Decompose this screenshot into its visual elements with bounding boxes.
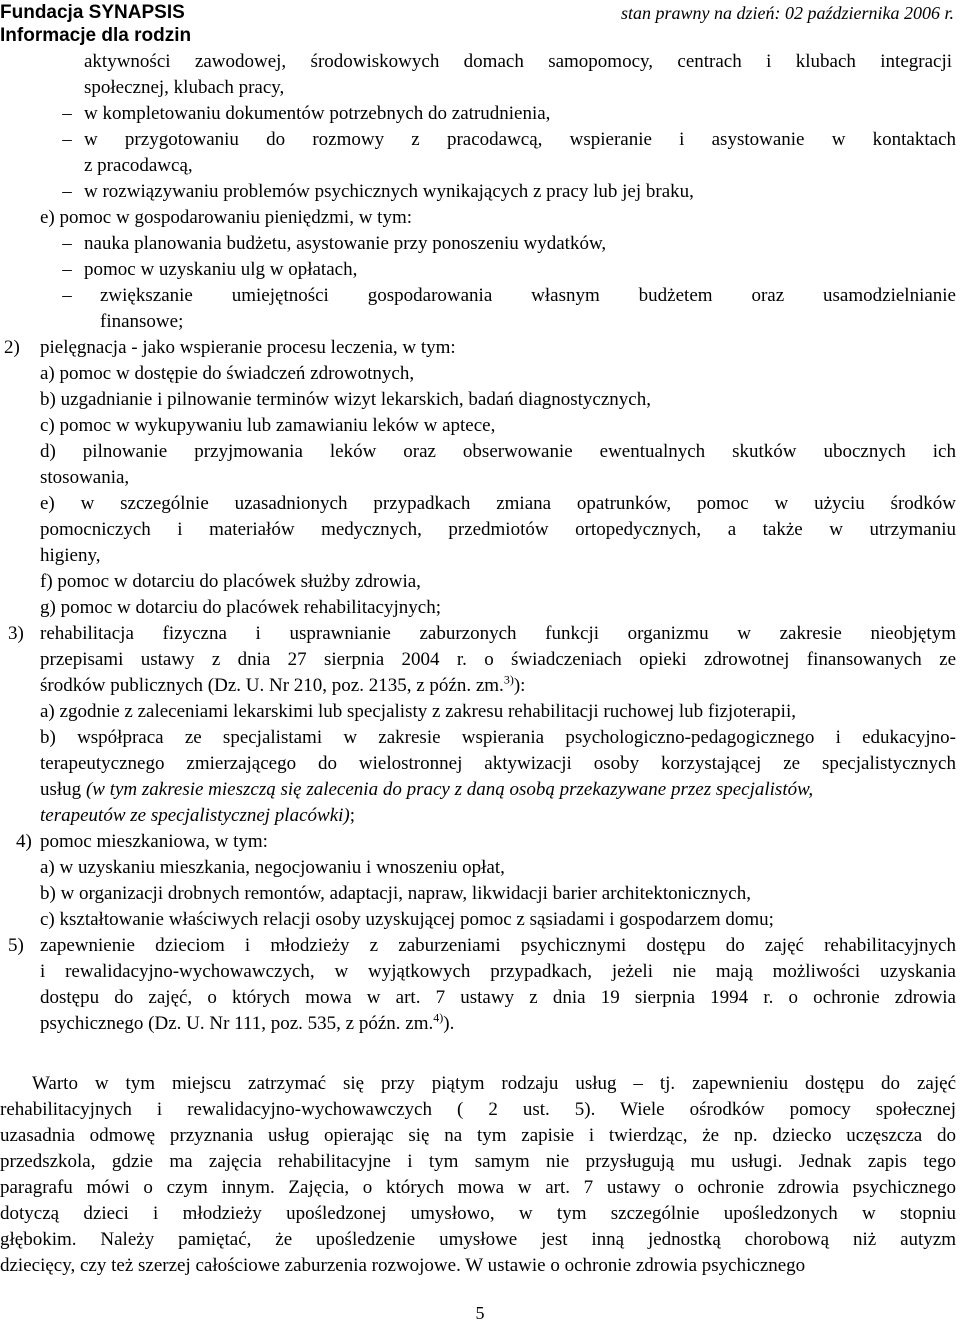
list-item: e) w szczególnie uzasadnionych przypadkach zmiana opatrunków, pomoc w użyciu środków [40, 493, 956, 514]
text-line: stosowania, [40, 467, 130, 488]
list-item: a) w uzyskaniu mieszkania, negocjowaniu i wnoszeniu opłat, [40, 857, 505, 878]
paragraph-line: Warto w tym miejscu zatrzymać się przy piątym rodzaju usług – tj. zapewnieniu dostępu do zajęć [32, 1073, 956, 1094]
page-header [0, 0, 960, 48]
footnote-ref: 3) [503, 672, 514, 687]
text-line: usług (w tym zakresie mieszczą się zalecenia do pracy z daną osobą przekazywane przez specjalistów, [40, 779, 814, 800]
dash-bullet: – [62, 233, 72, 254]
list-item: g) pomoc w dotarciu do placówek rehabilitacyjnych; [40, 597, 441, 618]
organization-name: Fundacja SYNAPSIS [0, 2, 185, 23]
text-line: pomocniczych i materiałów medycznych, przedmiotów ortopedycznych, a także w utrzymaniu [40, 519, 956, 540]
legal-status-date: stan prawny na dzień: 02 października 2006 r. [621, 3, 954, 23]
numbered-item-4: 4) pomoc mieszkaniowa, w tym: [16, 831, 268, 852]
list-item: f) pomoc w dotarciu do placówek służby zdrowia, [40, 571, 421, 592]
text-line: przepisami ustawy z dnia 27 sierpnia 2004 r. o świadczeniach opieki zdrowotnej finansowanych ze [40, 649, 956, 670]
text-line: terapeutycznego zmierzającego do wielostronnej aktywizacji osoby korzystającej ze specjalistycznych [40, 753, 956, 774]
text-line: higieny, [40, 545, 101, 566]
text-line: psychicznego (Dz. U. Nr 111, poz. 535, z późn. zm.$^{4)}$). [40, 1010, 455, 1034]
dash-bullet: – [62, 259, 72, 280]
page-number: 5 [475, 1303, 485, 1323]
text-line: dostępu do zajęć, o których mowa w art. 7 ustawy z dnia 19 sierpnia 1994 r. o ochronie zdrowia [40, 987, 956, 1008]
dash-bullet: – [62, 129, 72, 150]
dash-bullet: – [62, 285, 72, 306]
dash-item: – w rozwiązywaniu problemów psychicznych wynikających z pracy lub jej braku, [0, 179, 960, 205]
dash-item: – zwiększanie umiejętności gospodarowania własnym budżetem oraz usamodzielnianie [0, 283, 960, 309]
text-line: społecznej, klubach pracy, [84, 77, 285, 98]
text-line: aktywności zawodowej, środowiskowych domach samopomocy, centrach i klubach integracji [84, 51, 952, 72]
paragraph-line: paragrafu mówi o czym innym. Zajęcia, o których mowa w art. 7 ustawy o ochronie zdrowia psychicznego [0, 1177, 956, 1198]
footnote-ref: 4) [433, 1010, 444, 1025]
numbered-item-2: 2) pielęgnacja - jako wspieranie procesu leczenia, w tym: [4, 337, 456, 358]
paragraph-line: głębokim. Należy pamiętać, że upośledzenie umysłowe jest inną jednostką chorobową niż autyzm [0, 1229, 956, 1250]
list-item: d) pilnowanie przyjmowania leków oraz obserwowanie ewentualnych skutków ubocznych ich [40, 441, 956, 462]
list-item: c) kształtowanie właściwych relacji osoby uzyskującej pomoc z sąsiadami i gospodarzem domu; [40, 909, 774, 930]
text-line: środków publicznych (Dz. U. Nr 210, poz. 2135, z późn. zm.$^{3)}$): [40, 672, 526, 696]
paragraph-line: dziecięcy, czy też szerzej całościowe zaburzenia rozwojowe. W ustawie o ochronie zdrowia psychicznego [0, 1255, 806, 1276]
list-item: b) uzgadnianie i pilnowanie terminów wizyt lekarskich, badań diagnostycznych, [40, 389, 651, 410]
paragraph-line: przedszkola, gdzie ma zajęcia rehabilitacyjne i tym samym nie przysługują mu usługi. Jednak zapis tego [0, 1151, 956, 1172]
dash-item: – pomoc w uzyskaniu ulg w opłatach, [0, 257, 960, 283]
list-item: c) pomoc w wykupywaniu lub zamawianiu leków w aptece, [40, 415, 496, 436]
list-item-e: e) pomoc w gospodarowaniu pieniędzmi, w tym: [40, 207, 413, 228]
list-item: b) w organizacji drobnych remontów, adaptacji, napraw, likwidacji barier architektonicznych, [40, 883, 751, 904]
numbered-item-3: 3) rehabilitacja fizyczna i usprawnianie zaburzonych funkcji organizmu w zakresie nieobjętym [8, 623, 956, 644]
dash-item: – w przygotowaniu do rozmowy z pracodawcą, wspieranie i asystowanie w kontaktach [0, 127, 960, 153]
document-body [0, 49, 960, 1279]
dash-bullet: – [62, 103, 72, 124]
text-line: finansowe; [100, 311, 184, 332]
text-line: i rewalidacyjno-wychowawczych, w wyjątkowych przypadkach, jeżeli nie mają możliwości uzyskania [40, 961, 956, 982]
paragraph-line: uzasadnia odmowę przyznania usług opierając się na tym zapisie i twierdząc, że np. dziecko uczęszcza do [0, 1125, 956, 1146]
paragraph-line: dotyczą dzieci i młodzieży upośledzonej umysłowo, w tym szczególnie upośledzonych w stopniu [0, 1203, 956, 1224]
list-item: a) pomoc w dostępie do świadczeń zdrowotnych, [40, 363, 415, 384]
list-item: b) współpraca ze specjalistami w zakresie wspierania psychologiczno-pedagogicznego i edukacyjno- [40, 727, 956, 748]
header-subtitle: Informacje dla rodzin [0, 25, 192, 46]
text-line: z pracodawcą, [84, 155, 193, 176]
dash-bullet: – [62, 181, 72, 202]
paragraph-line: rehabilitacyjnych i rewalidacyjno-wychowawczych ( 2 ust. 5). Wiele ośrodków pomocy społecznej [0, 1099, 956, 1120]
list-item: a) zgodnie z zaleceniami lekarskimi lub specjalisty z zakresu rehabilitacji ruchowej lub fizjoterapii, [40, 701, 796, 722]
text-line: terapeutów ze specjalistycznej placówki); [40, 805, 356, 826]
dash-item: – nauka planowania budżetu, asystowanie przy ponoszeniu wydatków, [0, 231, 960, 257]
dash-item: – w kompletowaniu dokumentów potrzebnych do zatrudnienia, [0, 101, 960, 127]
numbered-item-5: 5) zapewnienie dzieciom i młodzieży z zaburzeniami psychicznymi dostępu do zajęć rehabilitacyjnych [8, 935, 956, 956]
